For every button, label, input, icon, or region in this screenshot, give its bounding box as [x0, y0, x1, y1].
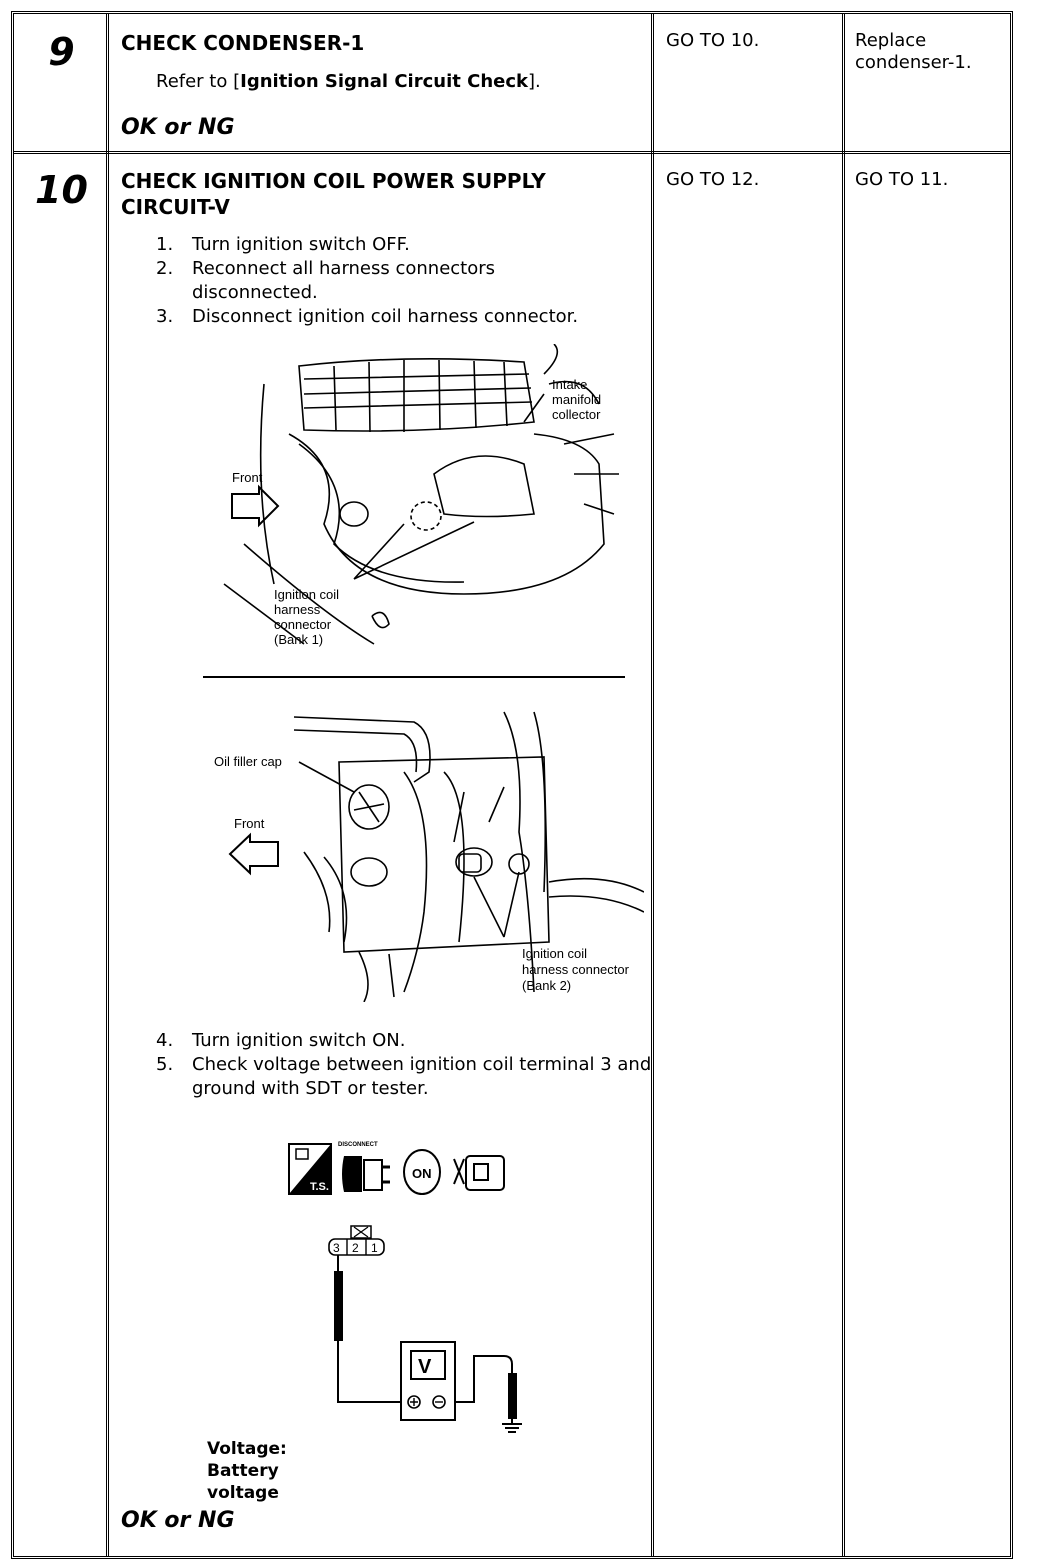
disconnect-icon: [338, 1142, 390, 1192]
step-9-ng-action: Replace condenser-1.: [855, 30, 972, 73]
step-number-10: 10: [35, 168, 88, 212]
list-item: 2. Reconnect all harness connectors disconnected.: [156, 258, 496, 303]
ts-icon: [289, 1144, 331, 1194]
svg-text:ON: ON: [412, 1166, 432, 1181]
step-9-reference: Refer to [Ignition Signal Circuit Check].: [156, 71, 541, 92]
ignition-on-icon: [404, 1150, 440, 1194]
voltage-check-diagram: [284, 1134, 544, 1434]
column-divider: [651, 14, 654, 1556]
step-10-ok-or-ng: OK or NG: [121, 1508, 235, 1533]
coil-connector-terminals: [329, 1226, 384, 1255]
label-front: Front: [232, 470, 263, 485]
procedure-steps-4-5: [156, 1029, 652, 1101]
list-item: 4. Turn ignition switch ON.: [156, 1030, 406, 1051]
step-9-title: CHECK CONDENSER-1: [121, 31, 365, 55]
procedure-steps-1-3: [156, 233, 646, 329]
list-item: 5. Check voltage between ignition coil terminal 3 and ground with SDT or tester.: [156, 1054, 652, 1099]
svg-text:DISCONNECT: DISCONNECT: [338, 1142, 378, 1148]
svg-text:T.S.: T.S.: [310, 1181, 329, 1193]
terminal-1: 1: [371, 1241, 378, 1255]
svg-text:connector: connector: [274, 617, 332, 632]
svg-text:manifold: manifold: [552, 392, 602, 407]
column-divider: [842, 14, 845, 1556]
svg-text:(Bank 2): (Bank 2): [522, 978, 572, 993]
svg-text:harness connector: harness connector: [522, 962, 629, 977]
label-oil-filler-cap: Oil filler cap: [214, 754, 282, 769]
step-9-ok-action: GO TO 10.: [666, 30, 760, 51]
svg-text:collector: collector: [552, 407, 601, 422]
list-item: 1. Turn ignition switch OFF.: [156, 234, 410, 255]
engine-diagram-bank2: [204, 692, 644, 1002]
row-divider: [14, 151, 1010, 154]
figure-divider: [203, 676, 625, 678]
svg-text:harness: harness: [274, 602, 321, 617]
label-intake: Intake: [552, 377, 588, 392]
svg-text:(Bank 1): (Bank 1): [274, 632, 324, 647]
column-divider: [106, 14, 109, 1556]
step-9-ok-or-ng: OK or NG: [121, 115, 235, 140]
step-10-ng-action: GO TO 11.: [855, 169, 949, 190]
label-front: Front: [234, 816, 265, 831]
voltage-spec: Voltage: Battery voltage: [207, 1439, 287, 1503]
terminal-3: 3: [333, 1241, 340, 1255]
connector-icon: [454, 1156, 504, 1190]
engine-diagram-bank1: [204, 344, 624, 654]
step-number-9: 9: [48, 30, 75, 74]
voltmeter-icon: [401, 1342, 455, 1420]
diagnostic-table: [11, 11, 1013, 1559]
list-item: 3. Disconnect ignition coil harness connector.: [156, 306, 579, 327]
terminal-2: 2: [352, 1241, 359, 1255]
reference-link[interactable]: Ignition Signal Circuit Check: [240, 71, 528, 92]
label-ignition-coil-bank2: Ignition coil: [522, 946, 588, 961]
step-10-ok-action: GO TO 12.: [666, 169, 760, 190]
svg-text:V: V: [418, 1356, 432, 1378]
step-10-title: CHECK IGNITION COIL POWER SUPPLY CIRCUIT-V: [121, 169, 546, 219]
label-ignition-coil-bank1: Ignition coil: [274, 587, 340, 602]
